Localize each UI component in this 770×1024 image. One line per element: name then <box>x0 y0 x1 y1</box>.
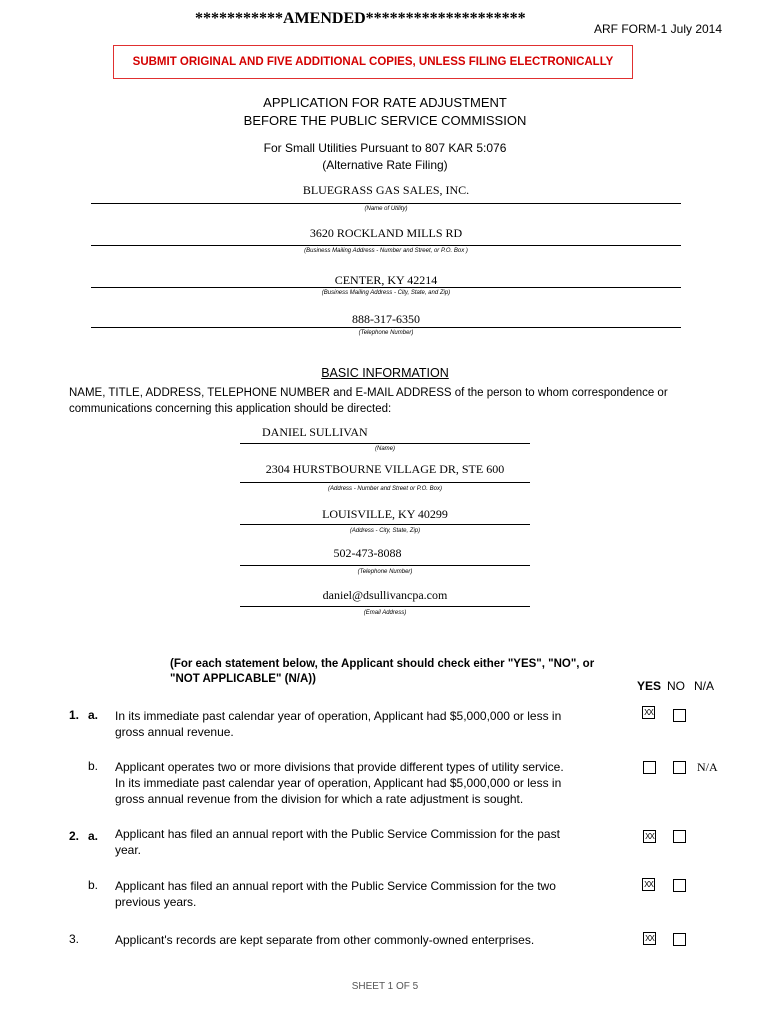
utility-phone-label: (Telephone Number) <box>358 330 414 336</box>
contact-email-line <box>240 606 530 607</box>
question-1-number: 1. <box>69 708 80 722</box>
q1b-na-answer: N/A <box>697 760 718 774</box>
question-2a-line-1: Applicant has filed an annual report with the Public Service Commission for the past <box>115 827 560 841</box>
contact-city-label: (Address - City, State, Zip) <box>349 528 421 534</box>
subtitle-line-2: (Alternative Rate Filing) <box>322 158 448 172</box>
title-line-2: BEFORE THE PUBLIC SERVICE COMMISSION <box>243 113 527 128</box>
q2b-yes-mark: XX <box>644 880 653 889</box>
q3-yes-mark: XX <box>645 934 654 943</box>
q2a-no-checkbox[interactable] <box>673 830 686 843</box>
contact-phone-line <box>240 565 530 566</box>
utility-city-label: (Business Mailing Address - City, State, and Zip) <box>321 290 451 296</box>
q2b-no-checkbox[interactable] <box>673 879 686 892</box>
question-1b-line-2: In its immediate past calendar year of operation, Applicant had $5,000,000 or less in <box>115 776 562 790</box>
question-3-number: 3. <box>69 932 80 946</box>
questions-instruction-line-2: "NOT APPLICABLE" (N/A)) <box>170 673 316 685</box>
question-2b-text <box>115 878 615 910</box>
question-2a-line-2: year. <box>115 843 142 857</box>
basic-instruction-line-1: NAME, TITLE, ADDRESS, TELEPHONE NUMBER and E-MAIL ADDRESS of the person to whom correspondence or <box>69 387 668 399</box>
q1a-no-checkbox[interactable] <box>673 709 686 722</box>
submit-notice-text: SUBMIT ORIGINAL AND FIVE ADDITIONAL COPIES, UNLESS FILING ELECTRONICALLY <box>132 56 614 68</box>
contact-name-value: DANIEL SULLIVAN <box>262 425 368 439</box>
q2b-yes-checkbox[interactable] <box>642 878 655 891</box>
question-2-number: 2. <box>69 829 80 843</box>
question-3-text <box>115 932 615 948</box>
contact-email-label: (Email Address) <box>363 610 407 616</box>
question-1b-line-1: Applicant operates two or more divisions that provide different types of utility service. <box>115 760 564 774</box>
q1a-yes-mark: XX <box>644 708 653 717</box>
contact-email-value: daniel@dsullivancpa.com <box>322 588 448 602</box>
contact-name-line <box>240 443 530 444</box>
q1b-no-checkbox[interactable] <box>673 761 686 774</box>
amended-banner: ***********AMENDED******************** <box>195 10 526 27</box>
q2a-yes-checkbox[interactable] <box>643 830 656 843</box>
form-number: ARF FORM-1 July 2014 <box>594 22 723 36</box>
question-2a-text <box>115 826 615 858</box>
basic-information-heading: BASIC INFORMATION <box>321 366 449 380</box>
utility-street-label: (Business Mailing Address - Number and Street, or P.O. Box ) <box>304 248 468 254</box>
questions-instruction <box>170 657 620 687</box>
question-1a-text <box>115 708 615 740</box>
question-1b-line-3: gross annual revenue from the division for which a rate adjustment is sought. <box>115 792 524 806</box>
submit-notice-box <box>113 45 633 79</box>
utility-phone-value: 888-317-6350 <box>352 312 420 326</box>
question-1a-letter: a. <box>88 708 99 722</box>
question-2b-line-1: Applicant has filed an annual report with the Public Service Commission for the two <box>115 879 556 893</box>
title-line-1: APPLICATION FOR RATE ADJUSTMENT <box>263 95 507 110</box>
question-1b-letter: b. <box>88 759 99 773</box>
contact-city-value: LOUISVILLE, KY 40299 <box>322 507 448 521</box>
contact-street-line <box>240 482 530 483</box>
utility-name-line <box>91 203 681 204</box>
contact-phone-value: 502-473-8088 <box>333 546 402 560</box>
question-2b-letter: b. <box>88 878 99 892</box>
contact-name-label: (Name) <box>374 446 395 452</box>
contact-street-value: 2304 HURSTBOURNE VILLAGE DR, STE 600 <box>265 462 505 476</box>
question-2b-line-2: previous years. <box>115 895 197 909</box>
q1a-yes-checkbox[interactable] <box>642 706 655 719</box>
utility-street-line <box>91 245 681 246</box>
column-header-na: N/A <box>694 679 715 693</box>
contact-street-label: (Address - Number and Street or P.O. Box) <box>328 486 442 492</box>
contact-phone-label: (Telephone Number) <box>357 569 413 575</box>
contact-city-line <box>240 524 530 525</box>
basic-instruction-line-2: communications concerning this application should be directed: <box>69 403 392 415</box>
sheet-number: SHEET 1 OF 5 <box>351 981 419 992</box>
q3-no-checkbox[interactable] <box>673 933 686 946</box>
utility-phone-line <box>91 327 681 328</box>
question-1a-line-2: gross annual revenue. <box>115 725 234 739</box>
question-2a-letter: a. <box>88 829 99 843</box>
q1b-yes-checkbox[interactable] <box>643 761 656 774</box>
utility-name-value: BLUEGRASS GAS SALES, INC. <box>302 183 470 197</box>
q3-yes-checkbox[interactable] <box>643 932 656 945</box>
utility-city-value: CENTER, KY 42214 <box>334 273 438 287</box>
column-header-yes: YES <box>637 679 662 693</box>
utility-street-value: 3620 ROCKLAND MILLS RD <box>309 226 463 240</box>
column-header-no: NO <box>667 679 685 693</box>
question-1a-line-1: In its immediate past calendar year of operation, Applicant had $5,000,000 or less in <box>115 709 562 723</box>
question-3-line-1: Applicant's records are kept separate from other commonly-owned enterprises. <box>115 933 535 947</box>
subtitle-line-1: For Small Utilities Pursuant to 807 KAR 5:076 <box>263 141 507 155</box>
utility-city-line <box>91 287 681 288</box>
q2a-yes-mark: XX <box>645 832 654 841</box>
question-1b-text <box>115 759 625 807</box>
questions-instruction-line-1: (For each statement below, the Applicant should check either "YES", "NO", or <box>170 658 595 670</box>
utility-name-label: (Name of Utility) <box>364 206 408 212</box>
